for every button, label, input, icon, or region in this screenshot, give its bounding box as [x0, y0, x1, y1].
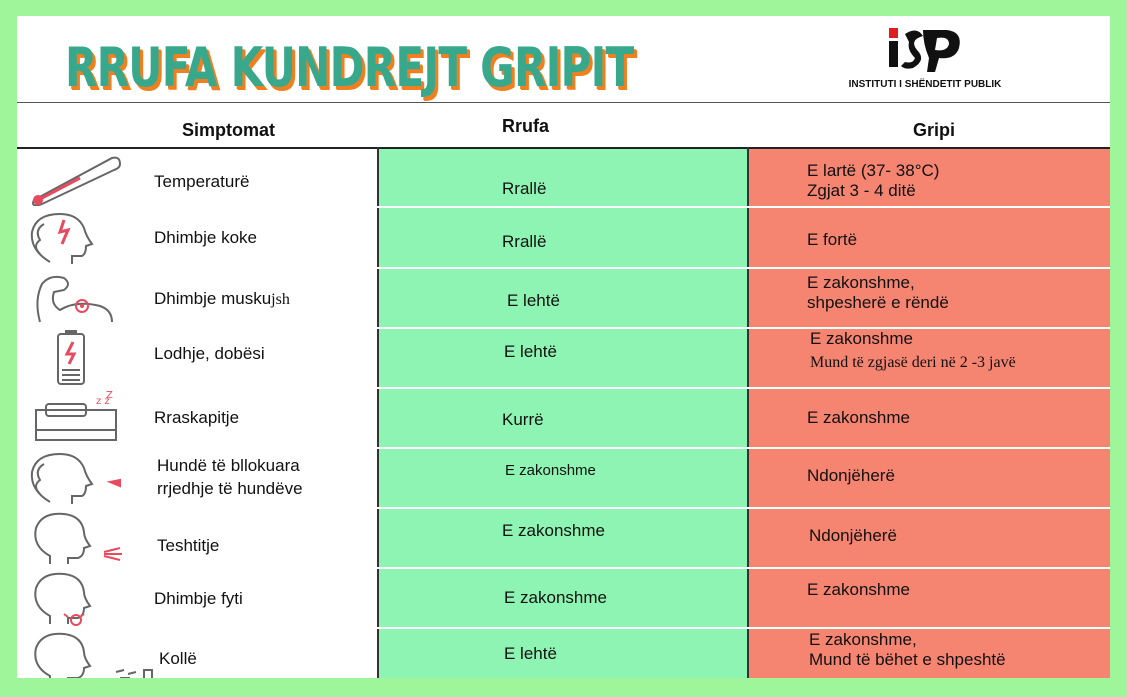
symptom-label: [154, 289, 290, 310]
logo-text: INSTITUTI I SHËNDETIT PUBLIK: [848, 79, 1002, 90]
cold-value: E zakonshme: [505, 462, 596, 479]
sneeze-icon: [20, 510, 154, 566]
flu-value-line1: E lartë (37- 38°C): [807, 161, 940, 180]
flu-value-line1: Ndonjëherë: [807, 466, 895, 485]
thermometer-icon: [20, 150, 154, 206]
row-divider: [17, 267, 1110, 269]
cold-value: Kurrë: [502, 410, 544, 429]
column-divider: [747, 147, 749, 678]
svg-text:Z: Z: [106, 390, 113, 401]
isp-logo-mark-icon: [887, 26, 967, 74]
flu-value-line2: Mund të zgjasë deri në 2 -3 javë: [810, 354, 1016, 371]
symptom-label: Rraskapitje: [154, 408, 240, 427]
symptom-label-text: Dhimbje musku: [154, 289, 272, 308]
table-header-divider: [17, 147, 1110, 149]
symptom-label: Temperaturë: [154, 172, 250, 191]
cold-value: E zakonshme: [504, 588, 607, 607]
flu-value-line1: E zakonshme,: [807, 273, 915, 292]
svg-text:z z: z z: [96, 396, 110, 407]
flu-value-line2: Mund të bëhet e shpeshtë: [809, 650, 1006, 669]
cold-value: E lehtë: [507, 291, 560, 310]
flu-value-line1: E zakonshme,: [809, 630, 917, 649]
symptom-label: Dhimbje fyti: [154, 589, 243, 608]
flu-value-line2: shpesherë e rëndë: [807, 293, 949, 312]
column-header-flu: Gripi: [913, 120, 956, 140]
cold-value: Rrallë: [502, 179, 547, 198]
cough-icon: [20, 630, 154, 678]
page-title: RRUFA KUNDREJT GRIPIT: [65, 36, 634, 99]
battery-icon: [20, 330, 154, 386]
flu-value-line1: E fortë: [807, 230, 858, 249]
symptom-label: Lodhje, dobësi: [154, 344, 265, 363]
row-divider: [17, 627, 1110, 629]
headache-icon: [20, 210, 154, 266]
column-header-symptoms: Simptomat: [182, 120, 276, 140]
row-divider: [17, 327, 1110, 329]
sore-throat-icon: [20, 570, 154, 626]
isp-logo: [835, 26, 1015, 96]
bed-sleep-icon: [20, 390, 154, 446]
flu-value-line1: E zakonshme: [807, 408, 910, 427]
symptom-label-suffix: jsh: [271, 291, 290, 308]
column-header-cold: Rrufa: [502, 116, 550, 136]
row-divider: [17, 507, 1110, 509]
row-divider: [17, 567, 1110, 569]
symptom-label: Dhimbje koke: [154, 228, 257, 247]
flu-column-background: [749, 147, 1110, 678]
muscle-pain-icon: [20, 270, 154, 326]
flu-value-line1: E zakonshme: [810, 329, 913, 348]
symptom-label: Teshtitje: [157, 536, 220, 555]
flu-value-line1: Ndonjëherë: [809, 526, 897, 545]
infographic-card: [17, 16, 1110, 678]
flu-value-line2: Zgjat 3 - 4 ditë: [807, 181, 916, 200]
symptom-label-line1: Hundë të bllokuara: [157, 456, 300, 475]
cold-value: E lehtë: [504, 644, 557, 663]
symptom-label-line2: rrjedhje të hundëve: [157, 479, 303, 498]
cold-value: Rrallë: [502, 232, 547, 251]
blocked-nose-icon: [20, 450, 154, 506]
symptom-label: Kollë: [159, 649, 197, 668]
row-divider: [17, 206, 1110, 208]
cold-value: E zakonshme: [502, 521, 605, 540]
row-divider: [17, 387, 1110, 389]
row-divider: [17, 447, 1110, 449]
header-divider: [17, 102, 1110, 103]
column-divider: [377, 147, 379, 678]
cold-value: E lehtë: [504, 342, 557, 361]
flu-value-line1: E zakonshme: [807, 580, 910, 599]
